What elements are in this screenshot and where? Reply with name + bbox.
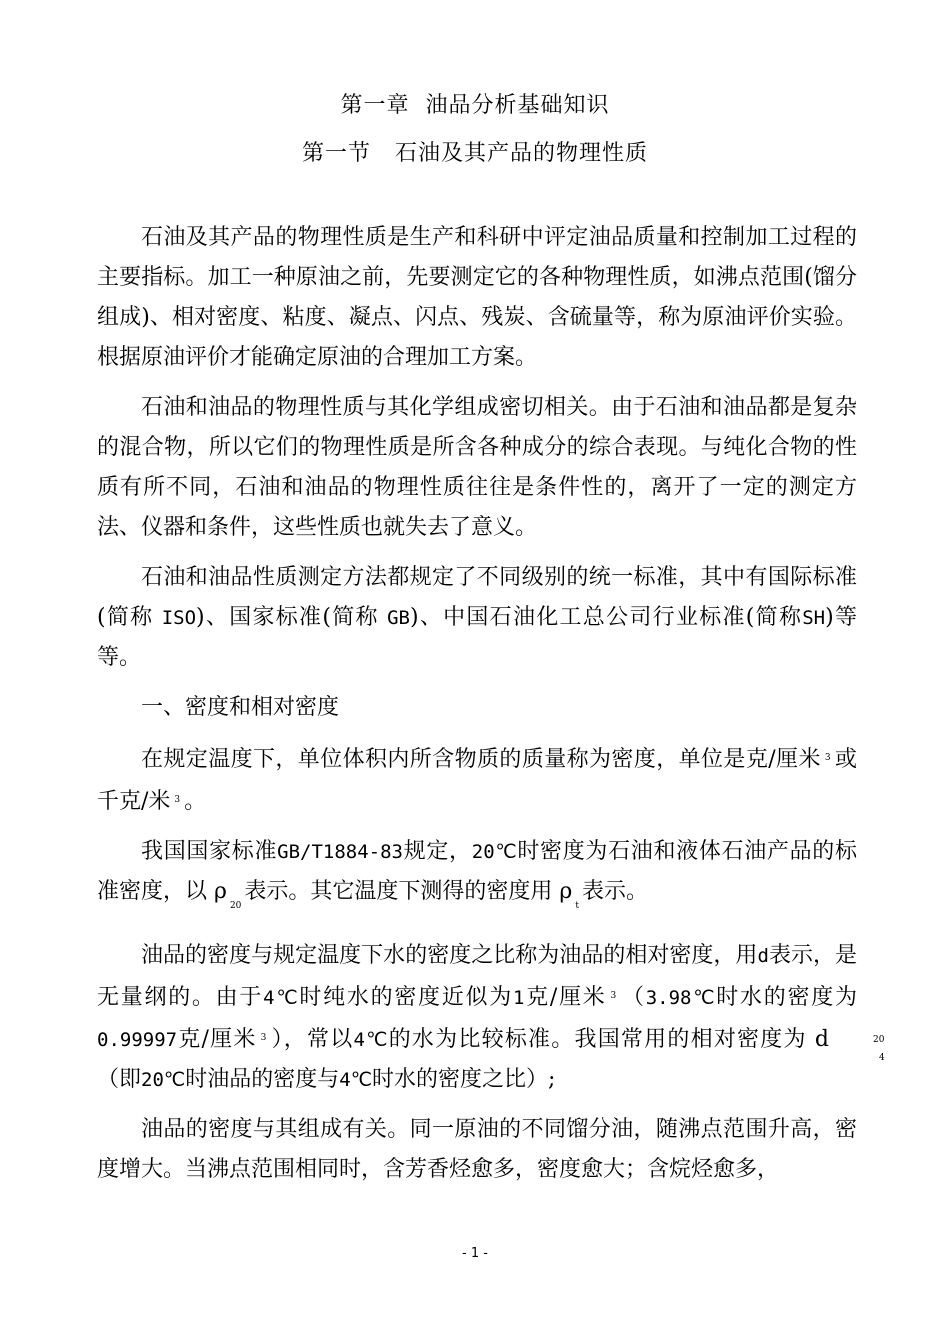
- p5-text-b: 规定，: [402, 839, 472, 864]
- p5-text-a: 我国国家标准: [141, 839, 278, 864]
- p4-text-b: 或千克/米: [97, 747, 857, 814]
- p4-text-a: 在规定温度下，单位体积内所含物质的质量称为密度，单位是克/厘米: [141, 747, 821, 772]
- temperature: 3.98℃: [645, 987, 717, 1009]
- gb-abbr: GB: [387, 607, 410, 629]
- paragraph-2: 石油和油品的物理性质与其化学组成密切相关。由于石油和油品都是复杂的混合物，所以它们的物理性质是所含各种成分的综合表现。与纯化合物的性质有所不同，石油和油品的物理性质往往是条件性的，离开了一定的测定方法、仪器和条件，这些性质也就失去了意义。: [97, 395, 857, 540]
- p3-text-d: )等等。: [97, 605, 857, 670]
- standard-code: GB/T1884-83: [277, 841, 403, 863]
- paragraph-4: [97, 738, 857, 822]
- exponent: 3: [174, 795, 181, 805]
- chapter-title: 第一章 油品分析基础知识: [340, 93, 610, 118]
- p6-text-f: 时水的密度为: [716, 985, 857, 1010]
- p6-text-i: 的水为比较标准。我国常用的相对密度为 d: [388, 1027, 830, 1052]
- p6-text-a: 油品的密度与规定温度下水的密度之比称为油品的相对密度，用: [141, 943, 758, 968]
- subscript: t: [575, 901, 579, 911]
- p5-text-e: 表示。: [581, 879, 648, 904]
- exponent: 3: [610, 991, 617, 1001]
- temperature: 4℃: [263, 987, 300, 1009]
- p3-text-b: )、国家标准(简称: [196, 605, 388, 630]
- p6-text-j: （即: [97, 1067, 142, 1092]
- exponent: 3: [824, 753, 831, 763]
- temperature: 20℃: [141, 1069, 186, 1091]
- p5-text-d: 表示。其它温度下测得的密度用 ρ: [244, 879, 573, 904]
- p6-text-e: （: [620, 985, 646, 1010]
- paragraph-7: 油品的密度与其组成有关。同一原油的不同馏分油，随沸点范围升高，密度增大。当沸点范围相同时，含芳香烃愈多，密度愈大；含烷烃愈多，: [97, 1117, 857, 1182]
- density-value: 0.99997: [97, 1029, 178, 1051]
- p6-text-k: 时油品的密度与: [185, 1067, 340, 1092]
- p6-text-h: ），常以: [270, 1027, 354, 1052]
- exponent: 3: [260, 1033, 267, 1043]
- subscript: 20: [229, 901, 242, 911]
- body-text: [97, 218, 885, 1200]
- paragraph-6: [97, 936, 885, 1100]
- temperature: 4℃: [353, 1029, 389, 1051]
- heading-density: 一、密度和相对密度: [141, 695, 340, 720]
- p3-text-a: 石油和油品性质测定方法都规定了不同级别的统一标准，其中有国际标准(简称: [97, 565, 857, 630]
- p4-text-c: 。: [184, 789, 207, 814]
- density-fraction: [829, 1024, 885, 1063]
- p3-text-c: )、中国石油化工总公司行业标准(简称: [409, 605, 803, 630]
- temperature: 4℃: [339, 1069, 373, 1091]
- paragraph-1: 石油及其产品的物理性质是生产和科研中评定油品质量和控制加工过程的主要指标。加工一种原油之前，先要测定它的各种物理性质，如沸点范围(馏分组成)、相对密度、粘度、凝点、闪点、残炭、含硫量等，称为原油评价实验。根据原油评价才能确定原油的合理加工方案。: [97, 225, 857, 370]
- paragraph-5: [97, 832, 857, 926]
- page-number: - 1 -: [462, 1246, 488, 1261]
- iso-abbr: ISO: [161, 607, 197, 629]
- section-title: 第一节 石油及其产品的物理性质: [302, 141, 648, 166]
- p6-text-l: 时水的密度之比）;: [372, 1067, 556, 1092]
- p6-text-d: 克/厘米: [524, 985, 607, 1010]
- p6-text-c: 时纯水的密度近似为: [299, 985, 513, 1010]
- fraction-top: 20: [873, 1035, 885, 1045]
- temperature: 20℃: [471, 841, 518, 863]
- number: 1: [513, 987, 525, 1009]
- p6-text-b: 表示，是无量纲的。由于: [97, 943, 857, 1010]
- paragraph-3: [97, 558, 857, 678]
- sh-abbr: SH: [802, 607, 826, 629]
- symbol-d: d: [757, 945, 769, 967]
- p6-text-g: 克/厘米: [177, 1027, 257, 1052]
- p5-text-c: 时密度为石油和液体石油产品的标准密度，以 ρ: [97, 839, 857, 904]
- fraction-bottom: 4: [879, 1053, 885, 1063]
